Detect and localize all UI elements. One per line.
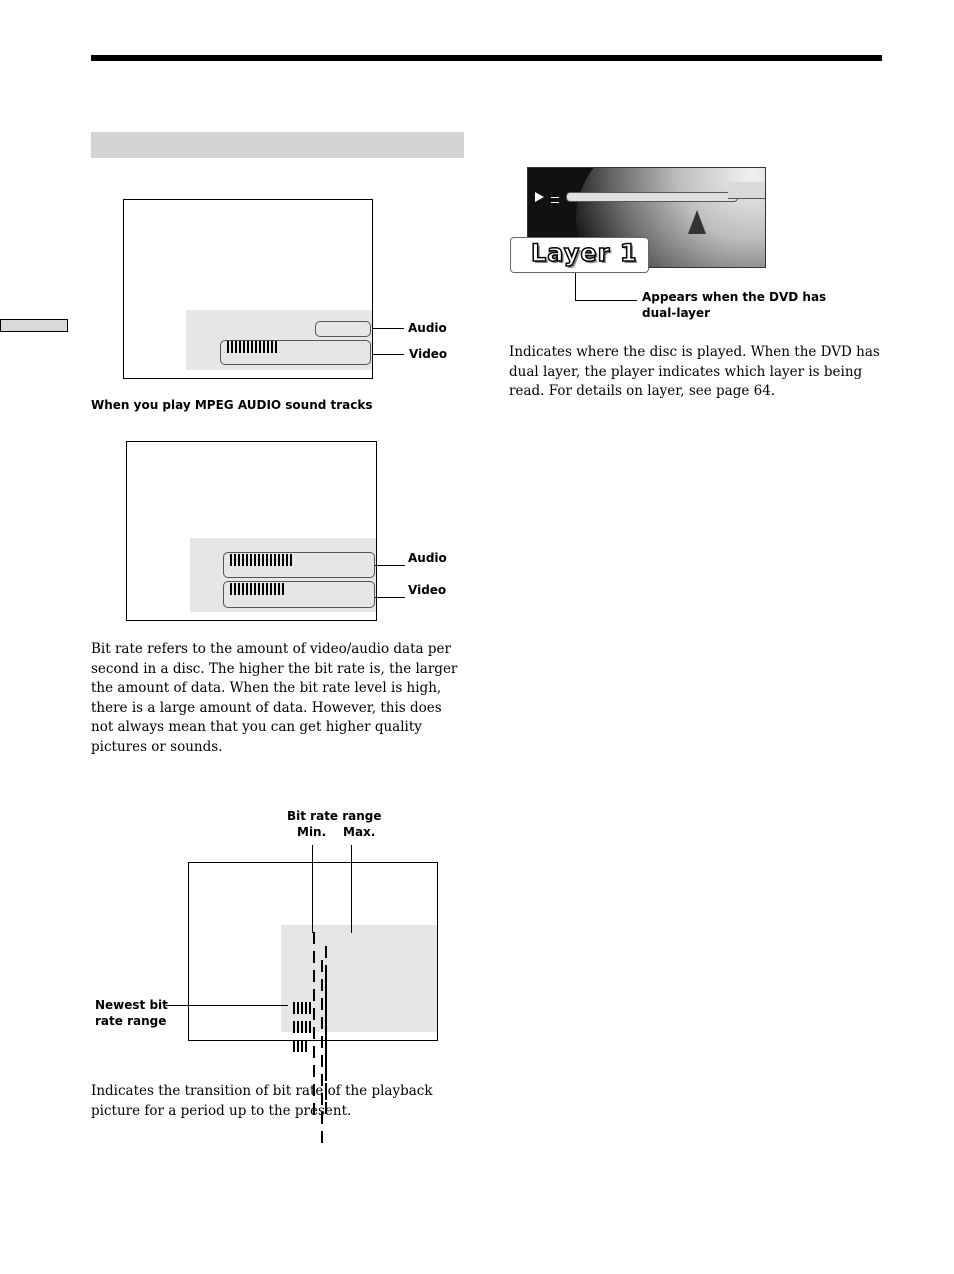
bitrate-display-diagram <box>123 199 373 379</box>
bitrate-bar-segment <box>258 583 260 595</box>
bitrate-bar-segment <box>305 1021 307 1033</box>
newest-range-label-line2: rate range <box>95 1014 167 1028</box>
bitrate-bar-segment <box>274 554 276 566</box>
bitrate-bar-segment <box>259 341 261 353</box>
bitrate-bar-segment <box>325 974 327 986</box>
bitrate-bar-segment <box>321 1036 323 1048</box>
bitrate-bar-segment <box>313 1065 315 1077</box>
bitrate-bar-segment <box>266 583 268 595</box>
bitrate-bar-segment <box>230 583 232 595</box>
max-leader-line <box>351 845 352 933</box>
bitrate-bar-segment <box>301 1040 303 1052</box>
bitrate-bar-segment <box>271 341 273 353</box>
bit-rate-range-label: Bit rate range <box>287 809 382 823</box>
bitrate-bar-segment <box>305 1002 307 1014</box>
bitrate-bar-segment <box>235 341 237 353</box>
bitrate-bar-segment <box>243 341 245 353</box>
side-tab-marker <box>0 319 68 332</box>
mpeg-caption: When you play MPEG AUDIO sound tracks <box>91 398 373 412</box>
audio-label: Audio <box>408 321 447 335</box>
bitrate-bar-segment <box>286 554 288 566</box>
bitrate-bar-segment <box>301 1002 303 1014</box>
audio-leader-line <box>372 328 404 329</box>
bitrate-bar-segment <box>321 979 323 991</box>
bitrate-bar-segment <box>263 341 265 353</box>
bitrate-bar-segment <box>325 1007 327 1019</box>
newest-range-label-line1: Newest bit <box>95 998 168 1012</box>
layer-callout-line2: dual-layer <box>642 306 711 320</box>
bitrate-bar-segment <box>250 554 252 566</box>
video-bitrate-bars <box>227 341 279 353</box>
top-rule <box>91 55 882 61</box>
bitrate-bar-segment <box>262 583 264 595</box>
bitrate-bar-segment <box>293 1021 295 1033</box>
min-label: Min. <box>297 825 327 839</box>
bitrate-bar-segment <box>275 341 277 353</box>
bitrate-bar-segment <box>254 554 256 566</box>
bitrate-history-row <box>325 974 329 986</box>
bitrate-history-row <box>313 932 317 944</box>
bitrate-bar-segment <box>242 554 244 566</box>
bitrate-bar-segment <box>321 1055 323 1067</box>
bitrate-bar-segment <box>309 1002 311 1014</box>
audio-bitrate-bars <box>230 554 294 566</box>
mpeg-bitrate-display-diagram <box>126 441 377 621</box>
audio-bar-frame <box>223 552 375 578</box>
bitrate-bar-segment <box>266 554 268 566</box>
bitrate-bar-segment <box>321 1017 323 1029</box>
video-leader-line <box>375 597 405 598</box>
bitrate-bar-segment <box>258 554 260 566</box>
bitrate-history-row <box>321 960 325 972</box>
bitrate-bar-segment <box>325 1064 327 1076</box>
bitrate-bar-segment <box>234 583 236 595</box>
bitrate-bar-segment <box>278 554 280 566</box>
max-label: Max. <box>343 825 376 839</box>
audio-label: Audio <box>408 551 447 565</box>
bitrate-bar-segment <box>238 554 240 566</box>
layer-indicator-text: Layer 1 <box>531 239 638 267</box>
bitrate-bar-segment <box>227 341 229 353</box>
bitrate-bar-segment <box>290 554 292 566</box>
layer-indicator <box>510 237 649 273</box>
layer-callout-line1: Appears when the DVD has <box>642 290 827 304</box>
layer-explanation: Indicates where the disc is played. When the DVD has dual layer, the player indicates which layer is being read. For details on layer, see page 64. <box>509 344 880 399</box>
bitrate-history-row <box>293 1002 313 1014</box>
pickup-pointer-icon <box>688 210 706 234</box>
video-label: Video <box>409 347 448 361</box>
bitrate-bar-segment <box>293 1002 295 1014</box>
audio-leader-line <box>375 565 405 566</box>
bitrate-bar-segment <box>321 1131 323 1143</box>
bitrate-bar-segment <box>282 583 284 595</box>
bitrate-bar-segment <box>301 1021 303 1033</box>
bitrate-bar-segment <box>297 1040 299 1052</box>
bitrate-bar-segment <box>270 583 272 595</box>
bitrate-bar-segment <box>325 1026 327 1038</box>
layer-callout-horizontal <box>575 300 637 301</box>
bitrate-bar-segment <box>238 583 240 595</box>
bitrate-bar-segment <box>313 970 315 982</box>
video-label: Video <box>408 583 447 597</box>
bitrate-bar-segment <box>262 554 264 566</box>
audio-bar-frame <box>315 321 371 337</box>
bitrate-bar-segment <box>321 998 323 1010</box>
bitrate-bar-segment <box>246 554 248 566</box>
newest-leader-line <box>166 1005 288 1006</box>
bitrate-bar-segment <box>267 341 269 353</box>
bitrate-bar-segment <box>297 1021 299 1033</box>
bitrate-bar-segment <box>230 554 232 566</box>
bitrate-bar-segment <box>313 932 315 944</box>
display-shade-area <box>281 925 437 1032</box>
min-leader-line <box>312 845 313 933</box>
transition-explanation: Indicates the transition of bit rate of the playback picture for a period up to the present. <box>91 1083 433 1119</box>
bitrate-bar-segment <box>282 554 284 566</box>
bitrate-bar-segment <box>270 554 272 566</box>
bitrate-bar-segment <box>251 341 253 353</box>
bitrate-history-diagram <box>188 862 438 1041</box>
bitrate-bar-segment <box>321 960 323 972</box>
bitrate-bar-segment <box>254 583 256 595</box>
bitrate-bar-segment <box>231 341 233 353</box>
equals-icon <box>551 197 559 203</box>
bitrate-bar-segment <box>247 341 249 353</box>
video-bar-frame <box>220 340 371 365</box>
bitrate-bar-segment <box>313 1008 315 1020</box>
bitrate-history-row <box>325 946 329 958</box>
video-bar-frame <box>223 581 375 608</box>
bitrate-bar-segment <box>239 341 241 353</box>
play-icon <box>535 192 544 202</box>
bitrate-bar-segment <box>313 1027 315 1039</box>
bitrate-bar-segment <box>313 1046 315 1058</box>
bitrate-bar-segment <box>242 583 244 595</box>
bitrate-bar-segment <box>309 1021 311 1033</box>
layer-callout-vertical <box>575 273 576 301</box>
bitrate-bar-segment <box>274 583 276 595</box>
bitrate-bar-segment <box>313 989 315 1001</box>
disc-edge <box>728 182 766 199</box>
bitrate-bar-segment <box>325 1045 327 1057</box>
bitrate-bar-segment <box>305 1040 307 1052</box>
bitrate-bar-segment <box>325 988 327 1000</box>
bitrate-history-row <box>325 988 329 1000</box>
bitrate-bar-segment <box>278 583 280 595</box>
bitrate-bar-segment <box>234 554 236 566</box>
video-bitrate-bars <box>230 583 286 595</box>
bitrate-bar-segment <box>293 1040 295 1052</box>
video-leader-line <box>372 354 404 355</box>
bitrate-bar-segment <box>313 951 315 963</box>
bitrate-bar-segment <box>325 946 327 958</box>
bitrate-bar-segment <box>255 341 257 353</box>
bitrate-explanation: Bit rate refers to the amount of video/audio data per second in a disc. The higher the bit rate is, the larger the amount of data. When the bit rate level is high, there is a large amount of data. However, this does not always mean that you can get higher quality pictures or sounds. <box>91 641 458 755</box>
section-heading-band <box>91 132 464 158</box>
bitrate-bar-segment <box>250 583 252 595</box>
bitrate-bar-segment <box>246 583 248 595</box>
disc-track-bar <box>566 192 738 202</box>
bitrate-bar-segment <box>297 1002 299 1014</box>
